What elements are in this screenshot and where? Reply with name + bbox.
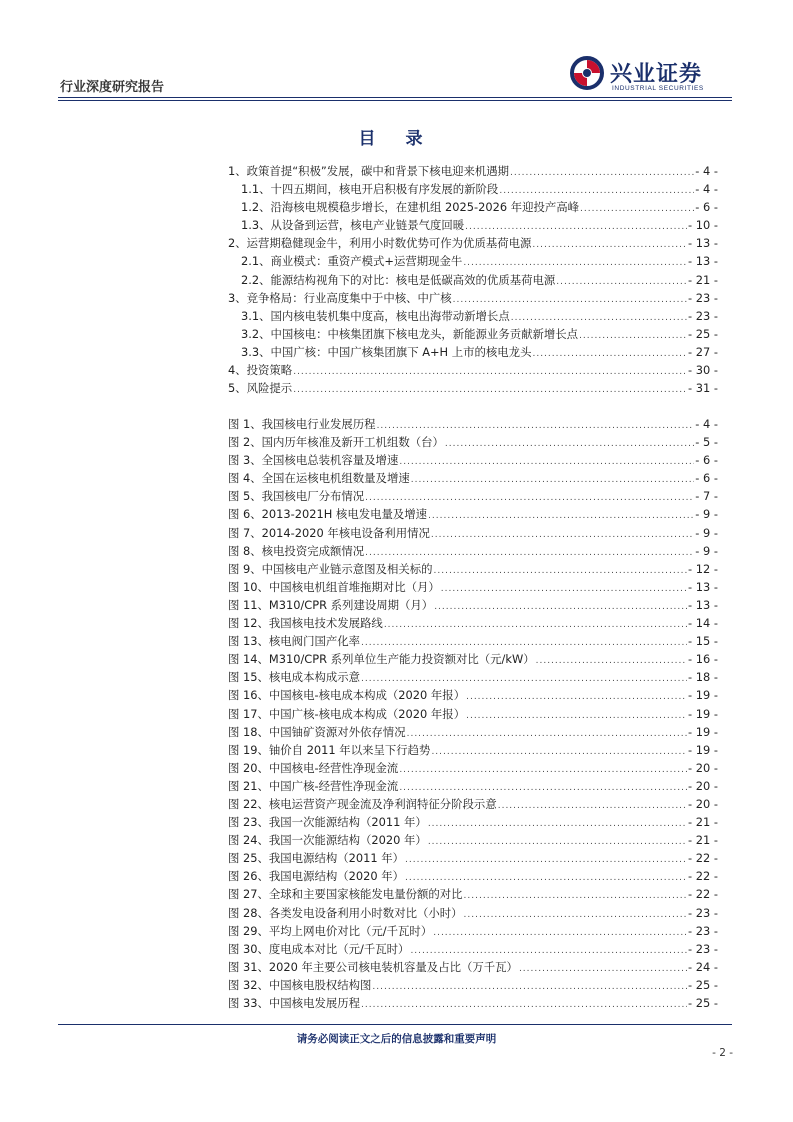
figure-entry-page: - 13 - [688,579,718,594]
dot-leader [519,960,687,978]
figure-entry-title: 图 33、中国核电发展历程 [228,996,361,1010]
figure-entry[interactable] [228,723,718,741]
figure-entry-page: - 24 - [688,959,718,974]
figure-entry[interactable] [228,650,718,668]
figure-entry-page: - 23 - [688,905,718,920]
figure-entry-title: 图 27、全球和主要国家核能发电量份额的对比 [228,887,463,902]
figure-entry[interactable] [228,686,718,704]
toc-entry-title: 5、风险提示 [228,381,293,396]
dot-leader [510,164,694,182]
toc-entry[interactable] [228,343,718,361]
figure-entry-page: - 19 - [688,706,718,721]
figure-entry-page: - 6 - [695,453,718,468]
figure-entry[interactable] [228,759,718,777]
logo-chinese-name: 兴业证券 [610,62,703,87]
toc-entry-page: - 23 - [688,290,718,305]
figure-entry[interactable] [228,922,718,940]
figure-entry-page: - 25 - [688,977,718,992]
figure-entry-title: 图 16、中国核电-核电成本构成（2020 年报） [228,688,466,703]
figure-entry-title: 图 7、2014-2020 年核电设备利用情况 [228,525,430,540]
dot-leader [434,562,688,580]
figure-entry[interactable] [228,849,718,867]
toc-entry[interactable] [228,361,718,379]
toc-entry-page: - 6 - [695,200,718,215]
toc-entry-title: 1、政策首提“积极”发展，碳中和背景下核电迎来机遇期 [228,164,510,178]
toc-entry-title: 3.2、中国核电：中核集团旗下核电龙头，新能源业务贡献新增长点 [241,326,579,341]
figure-entry-title: 图 32、中国核电股权结构图 [228,977,372,992]
industrial-securities-logo-icon [570,56,604,90]
toc-entry-title: 3、竞争格局：行业高度集中于中核、中广核 [228,290,452,305]
figure-entry-title: 图 10、中国核电机组首堆拖期对比（月） [228,579,440,594]
dot-leader [464,906,687,924]
dot-leader [361,996,687,1014]
toc-entry-page: - 10 - [688,218,718,233]
toc-entry-title: 3.1、国内核电装机集中度高，核电出海带动新增长点 [241,308,510,323]
toc-entry-title: 2、运营期稳健现金牛，利用小时数优势可作为优质基荷电源 [228,236,532,251]
toc-entry-page: - 4 - [695,164,718,178]
figure-entry[interactable] [228,596,718,614]
figure-list [228,415,718,1012]
toc-entry[interactable] [228,162,718,180]
dot-leader [293,363,687,381]
report-type-label: 行业深度研究报告 [60,80,165,95]
figure-entry[interactable] [228,415,718,433]
figure-entry-title: 图 18、中国铀矿资源对外依存情况 [228,724,406,739]
figure-entry-title: 图 22、核电运营资产现金流及净利润特征分阶段示意 [228,796,497,811]
dot-leader [532,236,687,254]
figure-entry-page: - 9 - [695,507,718,522]
figure-entry[interactable] [228,469,718,487]
figure-entry-title: 图 2、国内历年核准及新开工机组数（台） [228,435,444,450]
figure-entry-title: 图 6、2013-2021H 核电发电量及增速 [228,507,428,522]
table-of-contents [228,162,718,397]
figure-entry[interactable] [228,777,718,795]
figure-entry-page: - 25 - [688,996,718,1010]
toc-entry-page: - 13 - [688,254,718,269]
figure-entry-page: - 20 - [688,796,718,811]
figure-entry-page: - 19 - [688,742,718,757]
figure-entry-page: - 5 - [695,435,718,450]
toc-entry-title: 1.2、沿海核电规模稳步增长，在建机组 2025-2026 年迎投产高峰 [241,200,580,215]
figure-entry-title: 图 9、中国核电产业链示意图及相关标的 [228,561,433,576]
figure-entry-page: - 14 - [688,616,718,631]
dot-leader [556,273,687,291]
page-number: - 2 - [712,1047,733,1059]
dot-leader [498,797,687,815]
figure-entry-title: 图 8、核电投资完成额情况 [228,543,365,558]
page-title: 目 录 [358,129,435,149]
figure-entry-page: - 22 - [688,851,718,866]
dot-leader [466,688,687,706]
figure-entry-page: - 16 - [688,652,718,667]
toc-entry[interactable] [228,234,718,252]
toc-entry-title: 2.1、商业模式：重资产模式+运营期现金牛 [241,254,463,269]
figure-entry[interactable] [228,542,718,560]
figure-entry[interactable] [228,813,718,831]
toc-entry-page: - 27 - [688,344,718,359]
figure-entry-page: - 21 - [688,833,718,848]
dot-leader [445,435,694,453]
footer-divider [58,1024,732,1025]
figure-entry-page: - 22 - [688,869,718,884]
figure-entry-page: - 23 - [688,923,718,938]
figure-entry-page: - 9 - [695,543,718,558]
dot-leader [428,833,687,851]
figure-entry-title: 图 17、中国广核-核电成本构成（2020 年报） [228,706,466,721]
toc-entry-title: 1.3、从设备到运营，核电产业链景气度回暖 [241,218,465,233]
toc-entry-page: - 13 - [688,236,718,251]
toc-entry[interactable] [228,198,718,216]
toc-entry[interactable] [228,325,718,343]
figure-entry-title: 图 23、我国一次能源结构（2011 年） [228,815,427,830]
dot-leader [464,887,687,905]
figure-entry[interactable] [228,614,718,632]
toc-entry[interactable] [228,289,718,307]
dot-leader [580,200,694,218]
toc-entry-page: - 21 - [688,272,718,287]
figure-entry-page: - 6 - [695,471,718,486]
figure-entry[interactable] [228,487,718,505]
figure-entry-title: 图 21、中国广核-经营性净现金流 [228,778,399,793]
figure-entry[interactable] [228,632,718,650]
dot-leader [372,978,687,996]
figure-entry[interactable] [228,505,718,523]
figure-entry-page: - 19 - [688,688,718,703]
figure-entry[interactable] [228,705,718,723]
header-divider-secondary [58,100,732,101]
figure-entry-page: - 12 - [688,561,718,576]
figure-entry-title: 图 29、平均上网电价对比（元/千瓦时） [228,923,433,938]
figure-entry[interactable] [228,433,718,451]
figure-entry-page: - 19 - [688,724,718,739]
figure-entry[interactable] [228,560,718,578]
figure-entry-title: 图 30、度电成本对比（元/千瓦时） [228,941,410,956]
figure-entry[interactable] [228,958,718,976]
toc-entry-page: - 23 - [688,308,718,323]
figure-entry-page: - 20 - [688,778,718,793]
toc-entry[interactable] [228,307,718,325]
toc-entry[interactable] [228,180,718,198]
dot-leader [399,453,694,471]
dot-leader [293,381,687,399]
figure-entry-title: 图 26、我国电源结构（2020 年） [228,869,405,884]
figure-entry-title: 图 3、全国核电总装机容量及增速 [228,453,399,468]
toc-entry-page: - 25 - [688,326,718,341]
figure-entry[interactable] [228,940,718,958]
figure-entry-title: 图 15、核电成本构成示意 [228,670,361,685]
logo-english-name: INDUSTRIAL SECURITIES [612,85,704,92]
dot-leader [536,652,687,670]
figure-entry[interactable] [228,976,718,994]
figure-entry-title: 图 1、我国核电行业发展历程 [228,417,376,431]
dot-leader [431,743,687,761]
figure-entry-page: - 18 - [688,670,718,685]
toc-entry-page: - 31 - [688,381,718,396]
brand-logo [570,56,740,96]
dot-leader [399,761,687,779]
dot-leader [441,580,687,598]
figure-entry-page: - 22 - [688,887,718,902]
dot-leader [384,616,687,634]
figure-entry-title: 图 14、M310/CPR 系列单位生产能力投资额对比（元/kW） [228,652,535,667]
dot-leader [428,507,694,525]
figure-entry[interactable] [228,994,718,1012]
figure-entry-title: 图 4、全国在运核电机组数量及增速 [228,471,410,486]
toc-entry-title: 1.1、十四五期间，核电开启积极有序发展的新阶段 [241,182,499,197]
toc-entry[interactable] [228,216,718,234]
dot-leader [431,526,694,544]
figure-entry-page: - 9 - [695,525,718,540]
dot-leader [466,707,687,725]
figure-entry-title: 图 5、我国核电厂分布情况 [228,489,365,504]
toc-entry-title: 4、投资策略 [228,363,293,378]
figure-entry-title: 图 25、我国电源结构（2011 年） [228,851,405,866]
dot-leader [433,924,687,942]
figure-entry-page: - 15 - [688,634,718,649]
toc-entry-title: 3.3、中国广核：中国广核集团旗下 A+H 上市的核电龙头 [241,344,532,359]
figure-entry-title: 图 20、中国核电-经营性净现金流 [228,760,399,775]
figure-entry[interactable] [228,867,718,885]
toc-entry-title: 2.2、能源结构视角下的对比：核电是低碳高效的优质基荷电源 [241,272,556,287]
header-divider [58,97,732,98]
toc-entry-page: - 4 - [695,182,718,197]
figure-entry-title: 图 31、2020 年主要公司核电装机容量及占比（万千瓦） [228,959,518,974]
dot-leader [411,471,695,489]
figure-entry[interactable] [228,451,718,469]
dot-leader [434,598,687,616]
figure-entry[interactable] [228,741,718,759]
figure-entry-title: 图 24、我国一次能源结构（2020 年） [228,833,427,848]
dot-leader [579,327,687,345]
figure-entry[interactable] [228,885,718,903]
figure-entry-page: - 4 - [695,417,718,431]
figure-entry-title: 图 19、铀价自 2011 年以来呈下行趋势 [228,742,431,757]
figure-entry[interactable] [228,795,718,813]
dot-leader [532,345,687,363]
figure-entry-title: 图 28、各类发电设备利用小时数对比（小时） [228,905,463,920]
figure-entry[interactable] [228,578,718,596]
figure-entry-page: - 13 - [688,597,718,612]
figure-entry-page: - 21 - [688,815,718,830]
dot-leader [407,725,687,743]
figure-entry-title: 图 12、我国核电技术发展路线 [228,616,383,631]
figure-entry[interactable] [228,524,718,542]
toc-entry[interactable] [228,271,718,289]
toc-entry-page: - 30 - [688,363,718,378]
figure-entry[interactable] [228,668,718,686]
toc-entry[interactable] [228,252,718,270]
figure-entry[interactable] [228,831,718,849]
figure-entry[interactable] [228,904,718,922]
dot-leader [405,851,687,869]
footer-disclaimer: 请务必阅读正文之后的信息披露和重要声明 [296,1033,497,1045]
dot-leader [428,815,687,833]
figure-entry-title: 图 13、核电阀门国产化率 [228,634,361,649]
figure-entry-page: - 7 - [695,489,718,504]
toc-entry[interactable] [228,379,718,397]
figure-entry-page: - 20 - [688,760,718,775]
figure-entry-page: - 23 - [688,941,718,956]
figure-entry-title: 图 11、M310/CPR 系列建设周期（月） [228,597,434,612]
